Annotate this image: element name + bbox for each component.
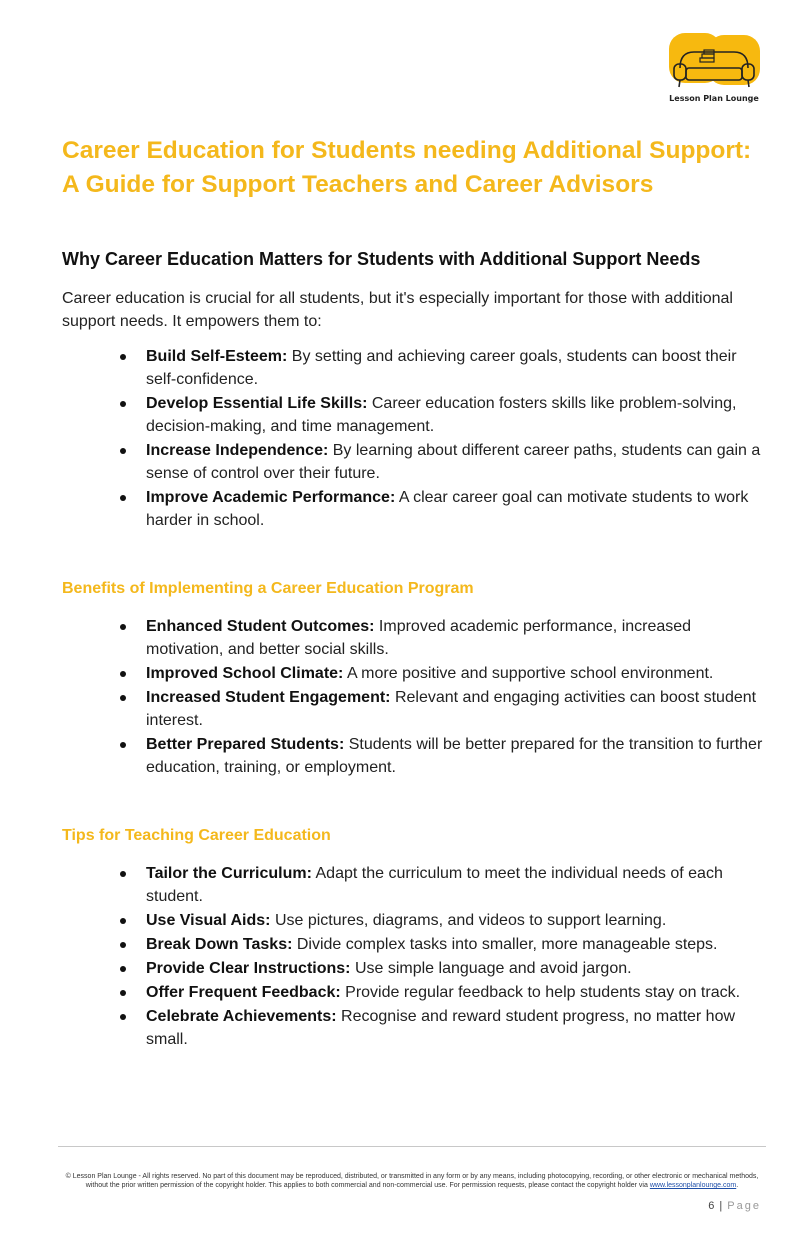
list-item: Tailor the Curriculum: Adapt the curriculum to meet the individual needs of each student. [118, 862, 774, 908]
list-item: Break Down Tasks: Divide complex tasks into smaller, more manageable steps. [118, 933, 774, 956]
list-item: Use Visual Aids: Use pictures, diagrams, and videos to support learning. [118, 909, 774, 932]
website-link[interactable]: www.lessonplanlounge.com [649, 1182, 737, 1189]
page-number [708, 1200, 761, 1212]
section-heading-why: Why Career Education Matters for Students with Additional Support Needs [62, 249, 701, 269]
list-item: Offer Frequent Feedback: Provide regular feedback to help students stay on track. [118, 981, 774, 1004]
logo-text: Lesson Plan Lounge [669, 94, 759, 103]
list-item: Build Self-Esteem: By setting and achieving career goals, students can boost their self-confidence. [118, 345, 768, 391]
list-item: Celebrate Achievements: Recognise and reward student progress, no matter how small. [118, 1005, 774, 1051]
copyright-text: © Lesson Plan Lounge - All rights reserved. No part of this document may be reproduced, distributed, or transmitted in any form or by any means, including photocopying, recording, or other electronic or mechanical methods, without the prior written permission of the copyright holder. This applies to both commercial and non-commercial use. For permission requests, please contact the copyright holder via [65, 1173, 759, 1189]
list-item: Increased Student Engagement: Relevant and engaging activities can boost student interest. [118, 686, 768, 732]
section-heading-tips: Tips for Teaching Career Education [62, 827, 331, 844]
sofa-icon [664, 30, 764, 92]
benefits-list-why [118, 345, 768, 533]
lesson-plan-lounge-logo [664, 30, 764, 108]
title-line-2: A Guide for Support Teachers and Career Advisors [62, 171, 654, 198]
tips-list [118, 862, 774, 1052]
section-heading-benefits: Benefits of Implementing a Career Education Program [62, 580, 474, 597]
list-item: Improve Academic Performance: A clear career goal can motivate students to work harder in school. [118, 486, 768, 532]
copyright-notice [62, 1172, 762, 1190]
title-line-1: Career Education for Students needing Additional Support: [62, 137, 752, 164]
benefits-list-program [118, 615, 768, 780]
list-item: Enhanced Student Outcomes: Improved academic performance, increased motivation, and better social skills. [118, 615, 768, 661]
list-item: Develop Essential Life Skills: Career education fosters skills like problem-solving, decision-making, and time management. [118, 392, 768, 438]
page-word: Page [727, 1200, 761, 1212]
page-separator: | [719, 1200, 724, 1212]
link-suffix: . [736, 1182, 739, 1189]
intro-paragraph: Career education is crucial for all students, but it's especially important for those with additional support needs. It empowers them to: [62, 290, 733, 330]
footer-divider [58, 1146, 766, 1147]
list-item: Provide Clear Instructions: Use simple language and avoid jargon. [118, 957, 774, 980]
list-item: Better Prepared Students: Students will be better prepared for the transition to further education, training, or employment. [118, 733, 768, 779]
list-item: Increase Independence: By learning about different career paths, students can gain a sense of control over their future. [118, 439, 768, 485]
list-item: Improved School Climate: A more positive and supportive school environment. [118, 662, 768, 685]
document-title [62, 134, 782, 202]
page-number-value: 6 [708, 1200, 716, 1212]
